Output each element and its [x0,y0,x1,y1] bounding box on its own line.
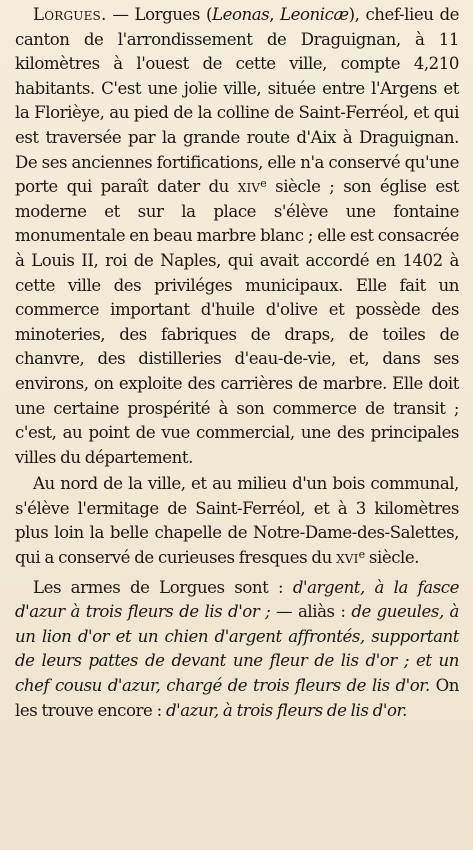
paragraph-arms [15,576,459,724]
separator: , [269,5,281,24]
paragraph-text: — Lorgues ( [106,5,212,24]
latin-name: Leonicæ [280,5,349,24]
paragraph-text: On les trouve encore : [15,676,459,720]
paragraph-text: Les armes de Lorgues sont : [33,577,293,597]
paragraph-text: Au nord de la ville, et au milieu d'un bois communal, s'élève l'ermitage de Saint-Ferréol, et à 3 kilomètres plus loin la belle chapelle de Notre-Dame-des-Salettes, qui a conservé de curieuses fresques du [15,474,459,568]
century-numeral: xiv [237,177,261,197]
paragraph-surroundings [15,472,459,570]
paragraph-lorgues-description [15,3,459,470]
paragraph-text: siècle ; son église est moderne et sur la place s'élève une fontaine monumentale en beau marbre blanc ; elle est consacrée à Louis II, roi de Naples, qui avait accordé en 1402 à cette ville des priviléges municipaux. Elle fait un commerce important d'huile d'olive et possède des minoteries, des fabriques de draps, de toiles de chanvre, des distilleries d'eau-de-vie, et, dans ses environs, on exploite des carrières de marbre. Elle doit une certaine prospérité à son commerce de transit ; c'est, au point de vue commercial, une des principales villes du département. [15,177,459,467]
latin-name: Leonas [212,5,270,24]
paragraph-text: siècle. [364,548,420,568]
blazon-text: d'argent, à la fasce d'azur à trois fleurs de lis d'or ; [15,577,459,622]
paragraph-text: — aliàs : [270,602,352,622]
century-superscript: e [260,177,267,191]
blazon-text: de gueules, à un lion d'or et un chien d'argent affrontés, supportant de leurs pattes de devant une fleur de lis d'or ; et un chef cousu d'azur, chargé de trois fleurs de lis d'or. [15,602,459,696]
paragraph-text: ), chef-lieu de canton de l'arrondissement de Draguignan, à 11 kilomètres à l'ouest de cette ville, compte 4,210 habitants. C'est une jolie ville, située entre l'Argens et la Florièye, au pied de la colline de Saint-Ferréol, et qui est traversée par la grande route d'Aix à Draguignan. De ses anciennes fortifications, elle n'a conservé qu'une porte qui paraît dater du [15,5,459,197]
century-numeral: xvi [336,548,359,568]
century-superscript: e [358,548,365,562]
entry-heading: Lorgues. [33,5,107,24]
blazon-text: d'azur, à trois fleurs de lis d'or. [165,700,407,720]
